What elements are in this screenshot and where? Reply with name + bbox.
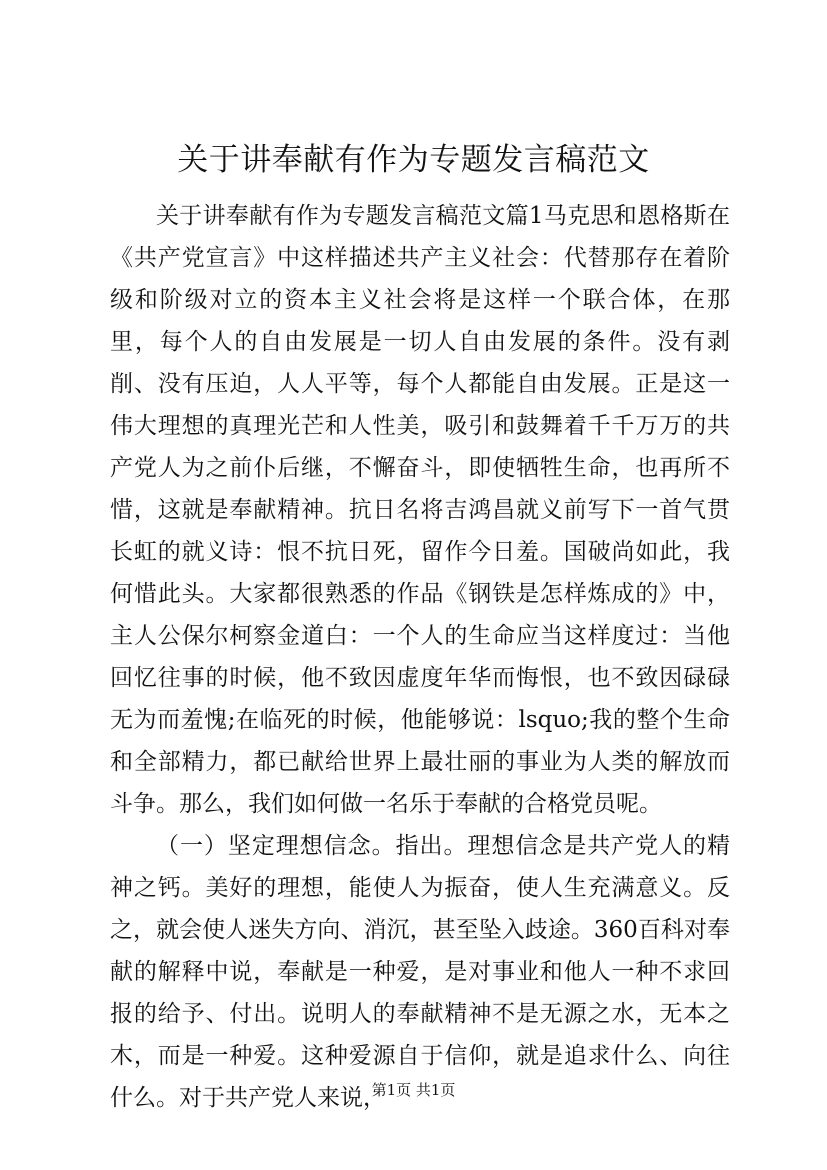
paragraph-2: （一）坚定理想信念。指出。理想信念是共产党人的精神之钙。美好的理想，能使人为振奋，使人生充满意义。反之，就会使人迷失方向、消沉，甚至坠入歧途。360百科对奉献的解释中说，奉献是一种爱，是对事业和他人一种不求回报的给予、付出。说明人的奉献精神不是无源之水，无本之木，而是一种爱。这种爱源自于信仰，就是追求什么、向往什么。对于共产党人来说， — [110, 833, 730, 1111]
paragraph-1: 关于讲奉献有作为专题发言稿范文篇1马克思和恩格斯在《共产党宣言》中这样描述共产主义社会：代替那存在着阶级和阶级对立的资本主义社会将是这样一个联合体，在那里，每个人的自由发展是一切人自由发展的条件。没有剥削、没有压迫，人人平等，每个人都能自由发展。正是这一伟大理想的真理光芒和人性美，吸引和鼓舞着千千万万的共产党人为之前仆后继，不懈奋斗，即使牺牲生命，也再所不惜，这就是奉献精神。抗日名将吉鸿昌就义前写下一首气贯长虹的就义诗：恨不抗日死，留作今日羞。国破尚如此，我何惜此头。大家都很熟悉的作品《钢铁是怎样炼成的》中，主人公保尔柯察金道白：一个人的生命应当这样度过：当他回忆往事的时候，他不致因虚度年华而悔恨，也不致因碌碌无为而羞愧;在临死的时候，他能够说：lsquo;我的整个生命和全部精力，都已献给世界上最壮丽的事业为人类的解放而斗争。那么，我们如何做一名乐于奉献的合格党员呢。 — [110, 203, 730, 817]
page-footer: 第1页 共1页 — [371, 1081, 456, 1099]
document-body — [110, 195, 730, 1119]
document-title: 关于讲奉献有作为专题发言稿范文 — [177, 142, 650, 178]
